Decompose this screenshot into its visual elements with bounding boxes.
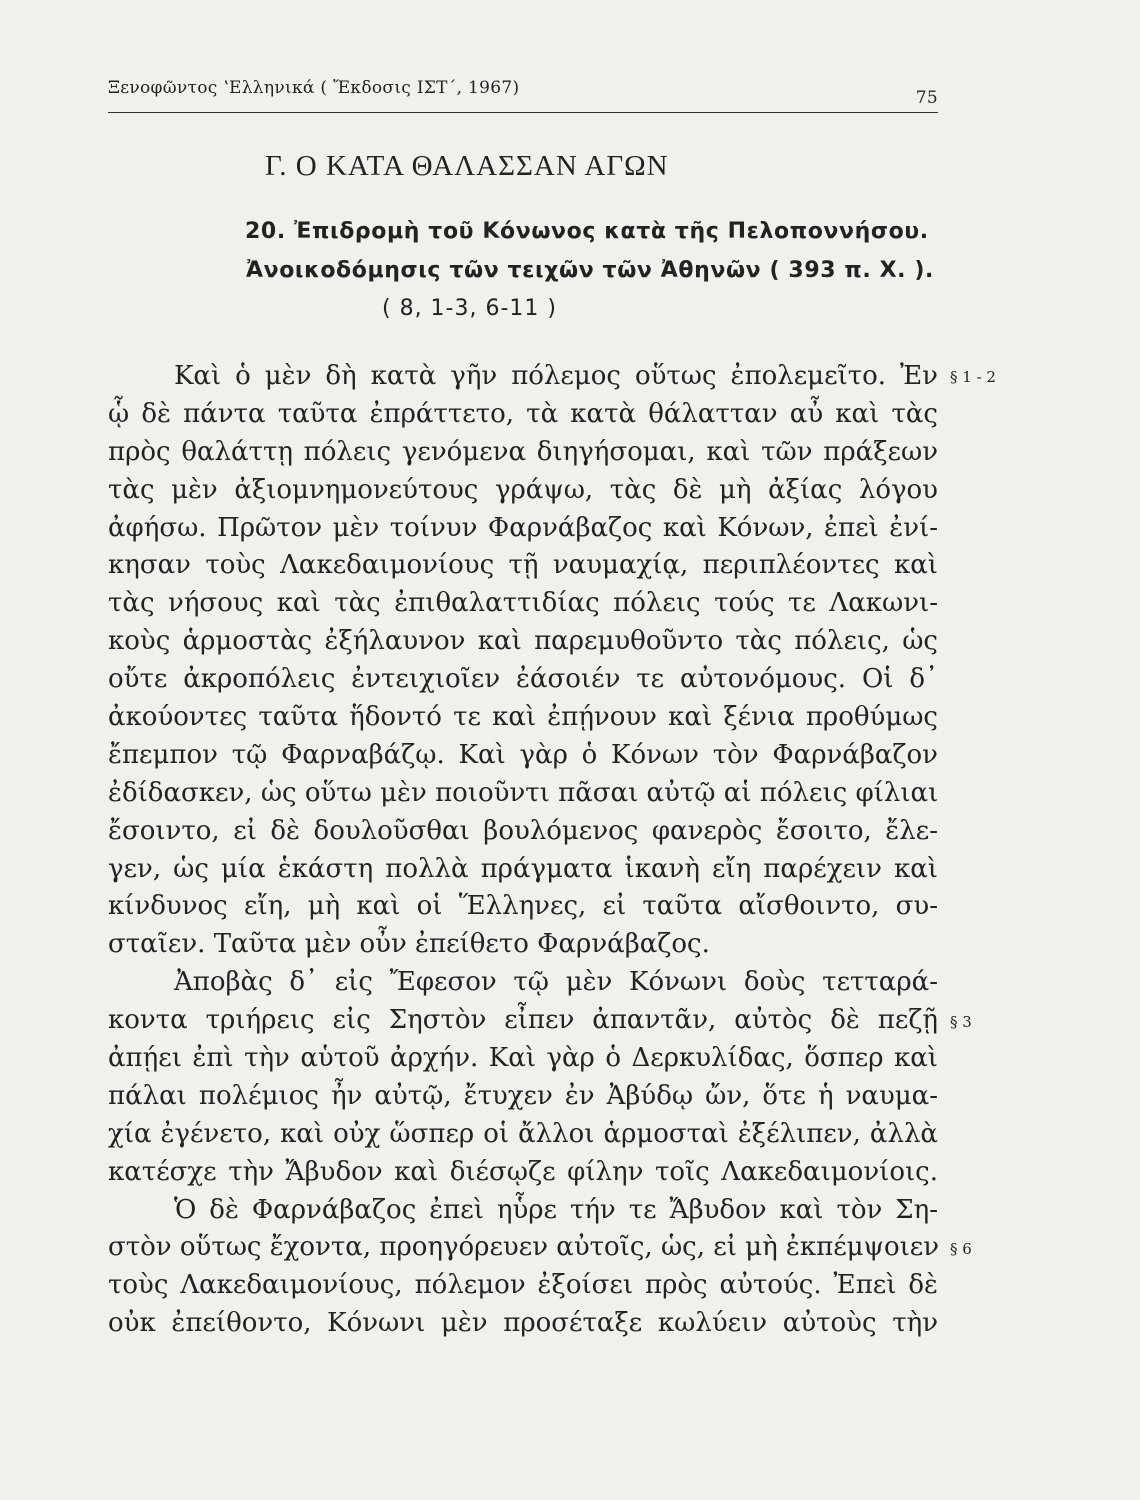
text-line: Ἀποβὰς δ᾽ εἰς Ἔφεσον τῷ μὲν Κόνωνι δοὺς τετταρά- — [174, 967, 938, 998]
text-line: χία ἐγένετο, καὶ οὐχ ὥσπερ οἱ ἄλλοι ἁρμοσταὶ ἐξέλιπεν, ἀλλὰ — [108, 1118, 938, 1149]
text-line: ἀφήσω. Πρῶτον μὲν τοίνυν Φαρνάβαζος καὶ Κόνων, ἐπεὶ ἐνί- — [108, 512, 938, 543]
margin-note: § 6 — [950, 1240, 972, 1258]
text-line: τοὺς Λακεδαιμονίους, πόλεμον ἐξοίσει πρὸς αὐτούς. Ἐπεὶ δὲ — [108, 1270, 938, 1301]
text-line: οὐκ ἐπείθοντο, Κόνωνι μὲν προσέταξε κωλύειν αὐτοὺς τὴν — [108, 1308, 938, 1339]
text-line: ἔπεμπον τῷ Φαρναβάζῳ. Καὶ γὰρ ὁ Κόνων τὸν Φαρνάβαζον — [108, 739, 938, 770]
page-number: 75 — [915, 88, 938, 108]
text-line: στὸν οὕτως ἔχοντα, προηγόρευεν αὐτοῖς, ὡς, εἰ μὴ ἐκπέμψοιεν — [108, 1232, 940, 1263]
text-line: ἐδίδασκεν, ὡς οὕτω μὲν ποιοῦντι πᾶσαι αὐτῷ αἱ πόλεις φίλιαι — [108, 777, 939, 808]
text-line: γεν, ὡς μία ἑκάστη πολλὰ πράγματα ἱκανὴ εἴη παρέχειν καὶ — [108, 853, 938, 884]
margin-note: § 1 - 2 — [950, 368, 996, 386]
text-line: οὔτε ἀκροπόλεις ἐντειχιοῖεν ἐάσοιέν τε αὐτονόμους. Οἱ δ᾽ — [108, 664, 938, 695]
text-line: τὰς νήσους καὶ τὰς ἐπιθαλαττιδίας πόλεις τούς τε Λακωνι- — [108, 588, 938, 619]
text-line: κοὺς ἁρμοστὰς ἐξήλαυνον καὶ παρεμυθοῦντο τὰς πόλεις, ὡς — [108, 626, 938, 657]
body-text — [108, 358, 938, 1343]
text-line: σταῖεν. Ταῦτα μὲν οὖν ἐπείθετο Φαρνάβαζος. — [108, 929, 710, 960]
text-line: ᾧ δὲ πάντα ταῦτα ἐπράττετο, τὰ κατὰ θάλατταν αὖ καὶ τὰς — [108, 398, 938, 429]
text-line: κοντα τριήρεις εἰς Σηστὸν εἶπεν ἀπαντᾶν, αὐτὸς δὲ πεζῇ — [108, 1005, 938, 1036]
section-title: Γ. Ο ΚΑΤΑ ΘΑΛΑΣΣΑΝ ΑΓΩΝ — [265, 150, 669, 182]
text-line: ἔσοιντο, εἰ δὲ δουλοῦσθαι βουλόμενος φανερὸς ἔσοιτο, ἔλε- — [108, 815, 938, 846]
text-line: Ὁ δὲ Φαρνάβαζος ἐπεὶ ηὗρε τήν τε Ἄβυδον καὶ τὸν Ση- — [174, 1194, 938, 1225]
text-line: Καὶ ὁ μὲν δὴ κατὰ γῆν πόλεμος οὕτως ἐπολεμεῖτο. Ἐν — [174, 361, 938, 391]
text-line: πάλαι πολέμιος ἦν αὐτῷ, ἔτυχεν ἐν Ἀβύδῳ ὤν, ὅτε ἡ ναυμα- — [108, 1080, 938, 1111]
text-line: κίνδυνος εἴη, μὴ καὶ οἱ Ἕλληνες, εἰ ταῦτα αἴσθοιντο, συ- — [108, 891, 938, 922]
text-line: κατέσχε τὴν Ἄβυδον καὶ διέσῳζε φίλην τοῖς Λακεδαιμονίοις. — [108, 1156, 938, 1187]
header-rule — [108, 112, 938, 113]
chapter-heading-line-1: 20. Ἐπιδρομὴ τοῦ Κόνωνος κατὰ τῆς Πελοποννήσου. — [245, 219, 929, 244]
margin-note: § 3 — [950, 1013, 972, 1031]
text-line: πρὸς θαλάττῃ πόλεις γενόμενα διηγήσομαι, καὶ τῶν πράξεων — [108, 436, 938, 467]
text-line: ἀκούοντες ταῦτα ἥδοντό τε καὶ ἐπῄνουν καὶ ξένια προθύμως — [108, 702, 938, 733]
chapter-references: ( 8, 1-3, 6-11 ) — [382, 296, 557, 321]
text-line: τὰς μὲν ἀξιομνημονεύτους γράψω, τὰς δὲ μὴ ἀξίας λόγου — [108, 474, 938, 505]
chapter-heading-line-2: Ἀνοικοδόμησις τῶν τειχῶν τῶν Ἀθηνῶν ( 393 π. Χ. ). — [246, 258, 935, 283]
running-title: Ξενοφῶντος ʽΕλληνικά ( Ἔκδοσις ΙΣΤ΄, 1967) — [108, 78, 520, 98]
text-line: ἀπῄει ἐπὶ τὴν αὑτοῦ ἀρχήν. Καὶ γὰρ ὁ Δερκυλίδας, ὅσπερ καὶ — [108, 1043, 938, 1074]
text-line: κησαν τοὺς Λακεδαιμονίους τῇ ναυμαχίᾳ, περιπλέοντες καὶ — [108, 550, 938, 581]
